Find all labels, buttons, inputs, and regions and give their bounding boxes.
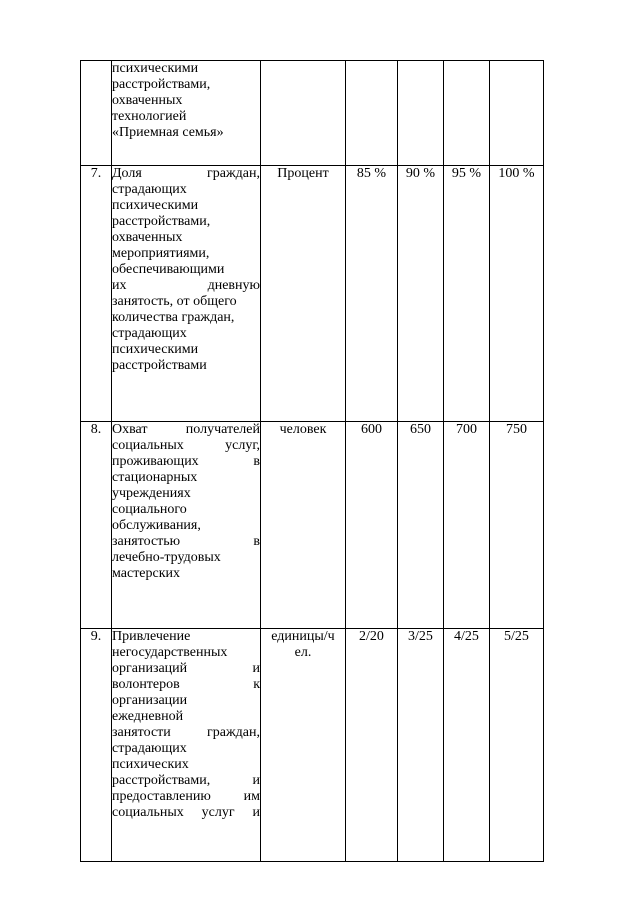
- indicator-value: 750: [490, 422, 544, 629]
- description-line: стационарных: [112, 470, 198, 485]
- description-line: Привлечение: [112, 629, 191, 644]
- description-line: занятостью в: [112, 534, 260, 549]
- indicator-value: 2/20: [346, 629, 398, 862]
- description-line: расстройствами: [112, 358, 207, 373]
- indicator-description: [112, 629, 261, 862]
- description-line: организаций и: [112, 661, 260, 676]
- indicator-value: 650: [398, 422, 444, 629]
- description-line: предоставлению им: [112, 789, 260, 804]
- unit-of-measure: единицы/ч ел.: [261, 629, 346, 862]
- row-number: 8.: [81, 422, 112, 629]
- indicator-value: 100 %: [490, 166, 544, 422]
- indicator-description: [112, 61, 261, 166]
- description-line: «Приемная семья»: [112, 125, 224, 140]
- indicator-value: 4/25: [444, 629, 490, 862]
- indicator-value: 5/25: [490, 629, 544, 862]
- indicator-value: [398, 61, 444, 166]
- description-line: технологией: [112, 109, 187, 124]
- row-number: 9.: [81, 629, 112, 862]
- description-line: психическими: [112, 198, 199, 213]
- description-line: учреждениях: [112, 486, 191, 501]
- description-line: занятость, от общего: [112, 294, 237, 309]
- description-line: страдающих: [112, 741, 187, 756]
- indicator-value: 85 %: [346, 166, 398, 422]
- indicator-value: 700: [444, 422, 490, 629]
- description-line: психическими: [112, 61, 199, 76]
- description-line: их дневную: [112, 278, 260, 293]
- table-row: [81, 61, 544, 166]
- indicator-value: [444, 61, 490, 166]
- description-line: Доля граждан,: [112, 166, 260, 181]
- description-line: страдающих: [112, 326, 187, 341]
- indicator-value: 90 %: [398, 166, 444, 422]
- description-line: занятости граждан,: [112, 725, 260, 740]
- description-line: организации: [112, 693, 188, 708]
- description-line: мероприятиями,: [112, 246, 210, 261]
- indicator-description: [112, 422, 261, 629]
- description-line: социальных услуг,: [112, 438, 260, 453]
- description-line: расстройствами,: [112, 214, 211, 229]
- unit-of-measure: человек: [261, 422, 346, 629]
- description-line: негосударственных: [112, 645, 228, 660]
- description-line: социального: [112, 502, 187, 517]
- table-row: [81, 166, 544, 422]
- description-line: проживающих в: [112, 454, 260, 469]
- description-line: охваченных: [112, 230, 183, 245]
- description-line: психическими: [112, 342, 199, 357]
- description-line: количества граждан,: [112, 310, 235, 325]
- unit-of-measure: Процент: [261, 166, 346, 422]
- description-line: мастерских: [112, 566, 181, 581]
- description-line: волонтеров к: [112, 677, 260, 692]
- indicator-description: [112, 166, 261, 422]
- unit-of-measure: [261, 61, 346, 166]
- description-line: психических: [112, 757, 189, 772]
- table-row: [81, 422, 544, 629]
- description-line: расстройствами,: [112, 77, 211, 92]
- description-line: обслуживания,: [112, 518, 201, 533]
- row-number: 7.: [81, 166, 112, 422]
- description-line: охваченных: [112, 93, 183, 108]
- indicator-value: 600: [346, 422, 398, 629]
- indicator-table: [80, 60, 544, 862]
- description-line: лечебно-трудовых: [112, 550, 221, 565]
- description-line: страдающих: [112, 182, 187, 197]
- description-line: Охват получателей: [112, 422, 260, 437]
- indicator-value: 95 %: [444, 166, 490, 422]
- description-line: обеспечивающими: [112, 262, 225, 277]
- indicator-value: [346, 61, 398, 166]
- table-row: [81, 629, 544, 862]
- description-line: ежедневной: [112, 709, 184, 724]
- description-line: расстройствами, и: [112, 773, 260, 788]
- indicator-value: 3/25: [398, 629, 444, 862]
- indicator-value: [490, 61, 544, 166]
- row-number: [81, 61, 112, 166]
- description-line: социальных услуг и: [112, 805, 260, 820]
